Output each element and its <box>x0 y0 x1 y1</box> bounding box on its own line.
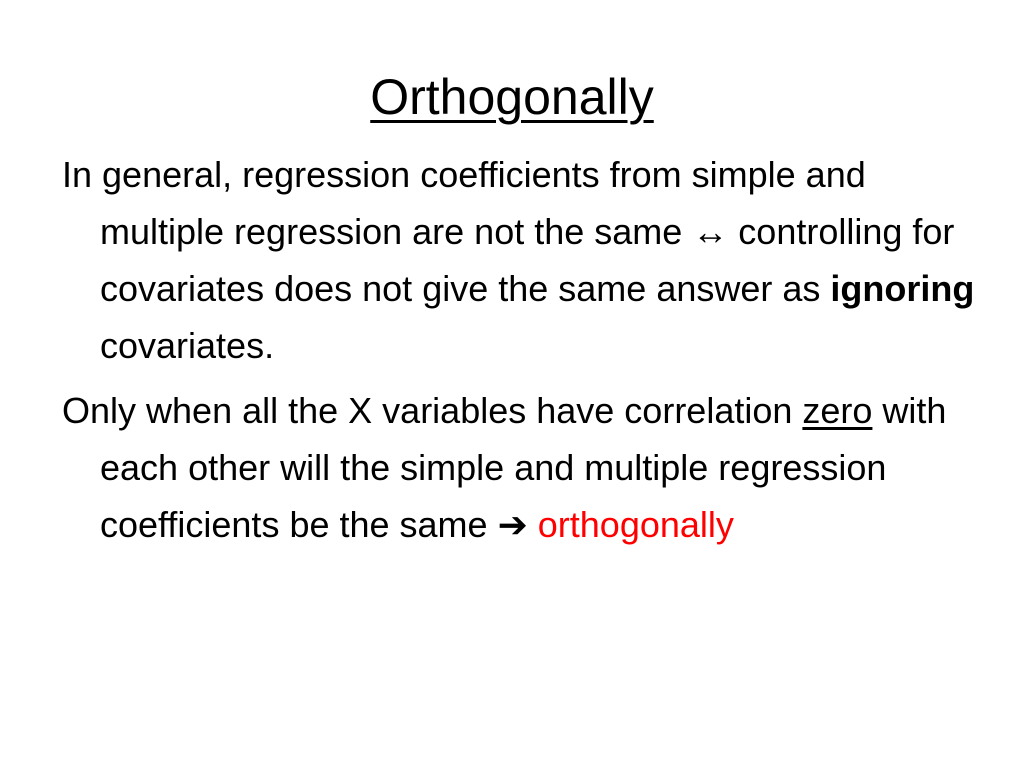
paragraph-2 <box>62 382 982 553</box>
underlined-zero: zero <box>802 390 873 431</box>
slide-title <box>0 62 1024 132</box>
slide-body <box>62 146 982 561</box>
right-arrow-icon: ➔ <box>497 504 528 545</box>
paragraph-2-middle: with each other will the simple and multiple regression coefficients be the same <box>100 390 947 545</box>
bold-ignoring: ignoring <box>830 268 975 309</box>
slide-title-text: Orthogonally <box>370 69 654 125</box>
paragraph-1-text: In general, regression coefficients from simple and multiple regression are not the same ↔ controlling for covariates does not give the same answer as <box>62 154 955 309</box>
paragraph-1 <box>62 146 982 374</box>
highlight-orthogonally: orthogonally <box>537 504 734 545</box>
paragraph-1-tail: covariates. <box>100 325 275 366</box>
paragraph-2-text: Only when all the X variables have correlation <box>62 390 803 431</box>
